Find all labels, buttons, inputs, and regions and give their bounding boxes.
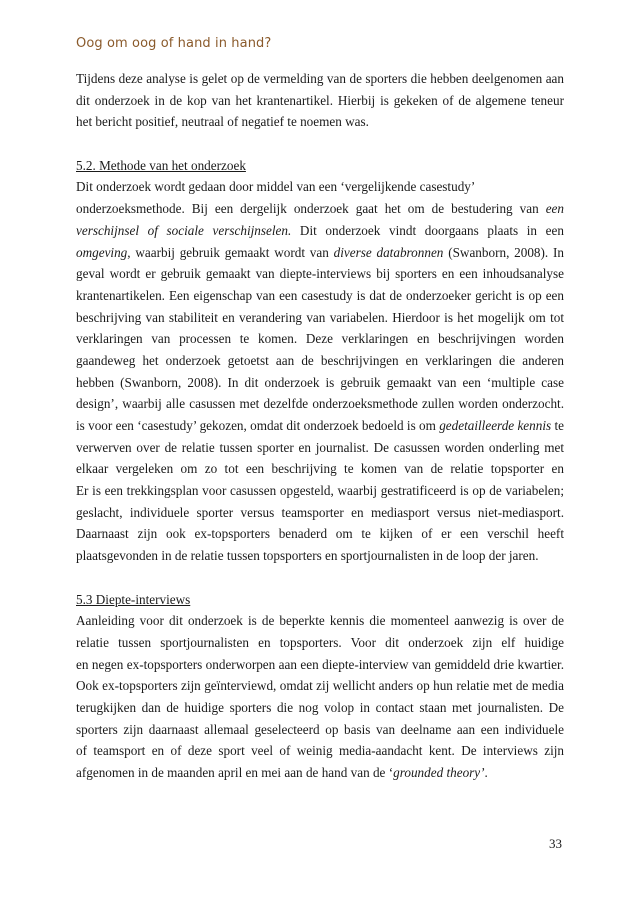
text-line: het bericht positief, neutraal of negatief te noemen was.: [76, 114, 369, 130]
text-line: terugkijken dan de huidige sporters die nog volop in contact staan met journalisten. De: [76, 700, 564, 716]
text-line: geval wordt er gebruik gemaakt van diepte-interviews bij sporters en een inhoudsanalyse: [76, 266, 564, 282]
section-heading: 5.2. Methode van het onderzoek: [76, 157, 246, 173]
section-heading: 5.3 Diepte-interviews: [76, 591, 191, 607]
text-line: [76, 198, 564, 220]
italic-run: gedetailleerde kennis: [439, 418, 552, 434]
text-line: krantenartikelen. Een eigenschap van een casestudy is dat de onderzoeker gericht is op een: [76, 287, 564, 303]
text-line: beschrijving van stabiliteit en verandering van variabelen. Hierdoor is het mogelijk om tot: [76, 309, 564, 325]
text-line: dit onderzoek in de kop van het krantenartikel. Hierbij is gekeken of de algemene teneur: [76, 92, 564, 108]
text-line: verwerven over de relatie tussen sporter en journalist. De casussen worden onderling met: [76, 439, 564, 455]
text-run: te: [551, 418, 564, 434]
running-header: Oog om oog of hand in hand?: [76, 36, 272, 51]
text-line: Tijdens deze analyse is gelet op de vermelding van de sporters die hebben deelgenomen aan: [76, 71, 564, 86]
text-line: [76, 220, 564, 242]
text-line: [76, 415, 564, 437]
text-line: geslacht, individuele sporter versus teamsporter en mediasport versus niet-mediasport.: [76, 504, 564, 520]
italic-run: grounded theory’: [393, 765, 485, 781]
body-text: [76, 68, 564, 784]
italic-run: verschijnsel of sociale verschijnselen.: [76, 222, 292, 238]
section-5-2: [76, 155, 564, 567]
text-line: sporters zijn daarnaast allemaal geselecteerd op basis van deelname aan een individuele: [76, 721, 564, 737]
text-run: afgenomen in de maanden april en mei aan de hand van de ‘: [76, 765, 394, 781]
text-line: Daarnaast zijn ook ex-topsporters benaderd om te kijken of er een verschil heeft: [76, 526, 564, 542]
text-line: of teamsport en of deze sport veel of weinig media-aandacht kent. De interviews zijn: [76, 743, 564, 759]
text-line: en negen ex-topsporters onderworpen aan een diepte-interview van gemiddeld drie kwartier.: [76, 656, 564, 672]
italic-run: een: [545, 201, 564, 217]
text-line: gaandeweg het onderzoek getoetst aan de beschrijvingen en verklaringen die anderen: [76, 352, 564, 368]
text-line: Ook ex-topsporters zijn geïnterviewd, omdat zij wellicht anders op hun relatie met de media: [76, 678, 564, 694]
paragraph-gap: [76, 133, 564, 155]
text-line: relatie tussen sportjournalisten en topsporters. Voor dit onderzoek zijn elf huidige: [76, 634, 564, 650]
text-run: .: [484, 765, 488, 781]
text-line: [76, 242, 564, 264]
text-run: (Swanborn, 2008). In: [448, 244, 564, 260]
text-run: onderzoeksmethode. Bij een dergelijk onderzoek gaat het om de bestudering van: [76, 201, 546, 217]
text-line: Aanleiding voor dit onderzoek is de beperkte kennis die momenteel aanwezig is over de: [76, 613, 564, 629]
page-number: 33: [549, 836, 562, 851]
text-line: plaatsgevonden in de relatie tussen topsporters en sportjournalisten in de loop der jaren.: [76, 548, 539, 564]
text-run: is voor een ‘casestudy’ gekozen, omdat dit onderzoek bedoeld is om: [76, 418, 440, 434]
text-line: design’, waarbij alle casussen met dezelfde onderzoeksmethode zullen worden onderzocht.: [76, 396, 564, 412]
section-5-3: [76, 589, 564, 784]
italic-run: diverse databronnen: [333, 244, 444, 260]
text-run: Dit onderzoek vindt doorgaans plaats in een: [291, 222, 564, 238]
text-line: Er is een trekkingsplan voor casussen opgesteld, waarbij gestratificeerd is op de variabelen;: [76, 483, 564, 499]
text-run: , waarbij gebruik gemaakt wordt van: [127, 244, 334, 260]
text-line: hebben (Swanborn, 2008). In dit onderzoek is gebruik gemaakt van een ‘multiple case: [76, 374, 564, 390]
text-line: verklaringen van processen te komen. Deze verklaringen en beschrijvingen worden: [76, 331, 564, 347]
text-line: elkaar vergeleken om zo tot een beschrijving te komen van de relatie topsporter en: [76, 461, 564, 477]
italic-run: omgeving: [76, 244, 128, 260]
intro-paragraph: [76, 68, 564, 133]
paragraph-gap: [76, 567, 564, 589]
text-line: Dit onderzoek wordt gedaan door middel van een ‘vergelijkende casestudy’: [76, 179, 476, 195]
text-line: [76, 762, 564, 784]
